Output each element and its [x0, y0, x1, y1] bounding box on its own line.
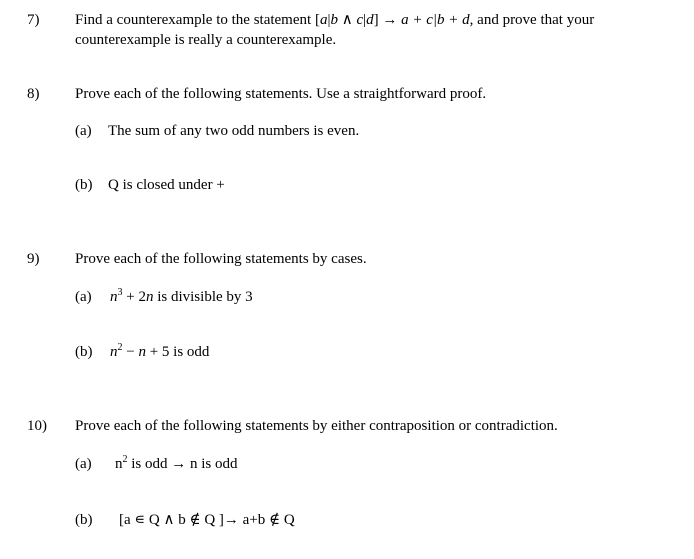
problem-9-text: Prove each of the following statements by cases. [75, 251, 367, 267]
problem-10-text: Prove each of the following statements by either contraposition or contradiction. [75, 418, 558, 434]
problem-10a-label: (a) [75, 456, 92, 472]
problem-8-number: 8) [27, 86, 40, 102]
problem-9a-expression: $n^3 + 2n$ is divisible by 3 [110, 287, 253, 305]
problem-7-statement: [a|b ∧ c|d] → a + c|b + d [314, 12, 470, 28]
problem-8a-text: The sum of any two odd numbers is even. [108, 123, 360, 139]
problem-8-text: Prove each of the following statements. Use a straightforward proof. [75, 86, 487, 102]
problem-9b-expression: $n^2 - n + 5$ is odd [110, 342, 210, 360]
problem-9-number: 9) [27, 251, 40, 267]
problem-7-line-2: counterexample is really a counterexample. [75, 32, 337, 48]
problem-7-intro: Find a counterexample to the statement [75, 12, 315, 28]
problem-7-line1-end: , and prove that your [469, 12, 595, 28]
problem-10b-label: (b) [75, 512, 93, 528]
problem-9b-label: (b) [75, 344, 93, 360]
problem-10b-expression: [a ∊ Q ∧ b ∉ Q ]→ a+b ∉ Q [119, 512, 295, 528]
problem-8b-label: (b) [75, 177, 93, 193]
problem-10-number: 10) [27, 418, 47, 434]
problem-10a-expression: $n^2$ is odd → n is odd [115, 454, 238, 472]
problem-7-line-1 [75, 13, 594, 28]
problem-9a-label: (a) [75, 289, 92, 305]
problem-8b-text: Q is closed under + [108, 177, 225, 193]
problem-7-number: 7) [27, 12, 40, 28]
problem-8a-label: (a) [75, 123, 92, 139]
